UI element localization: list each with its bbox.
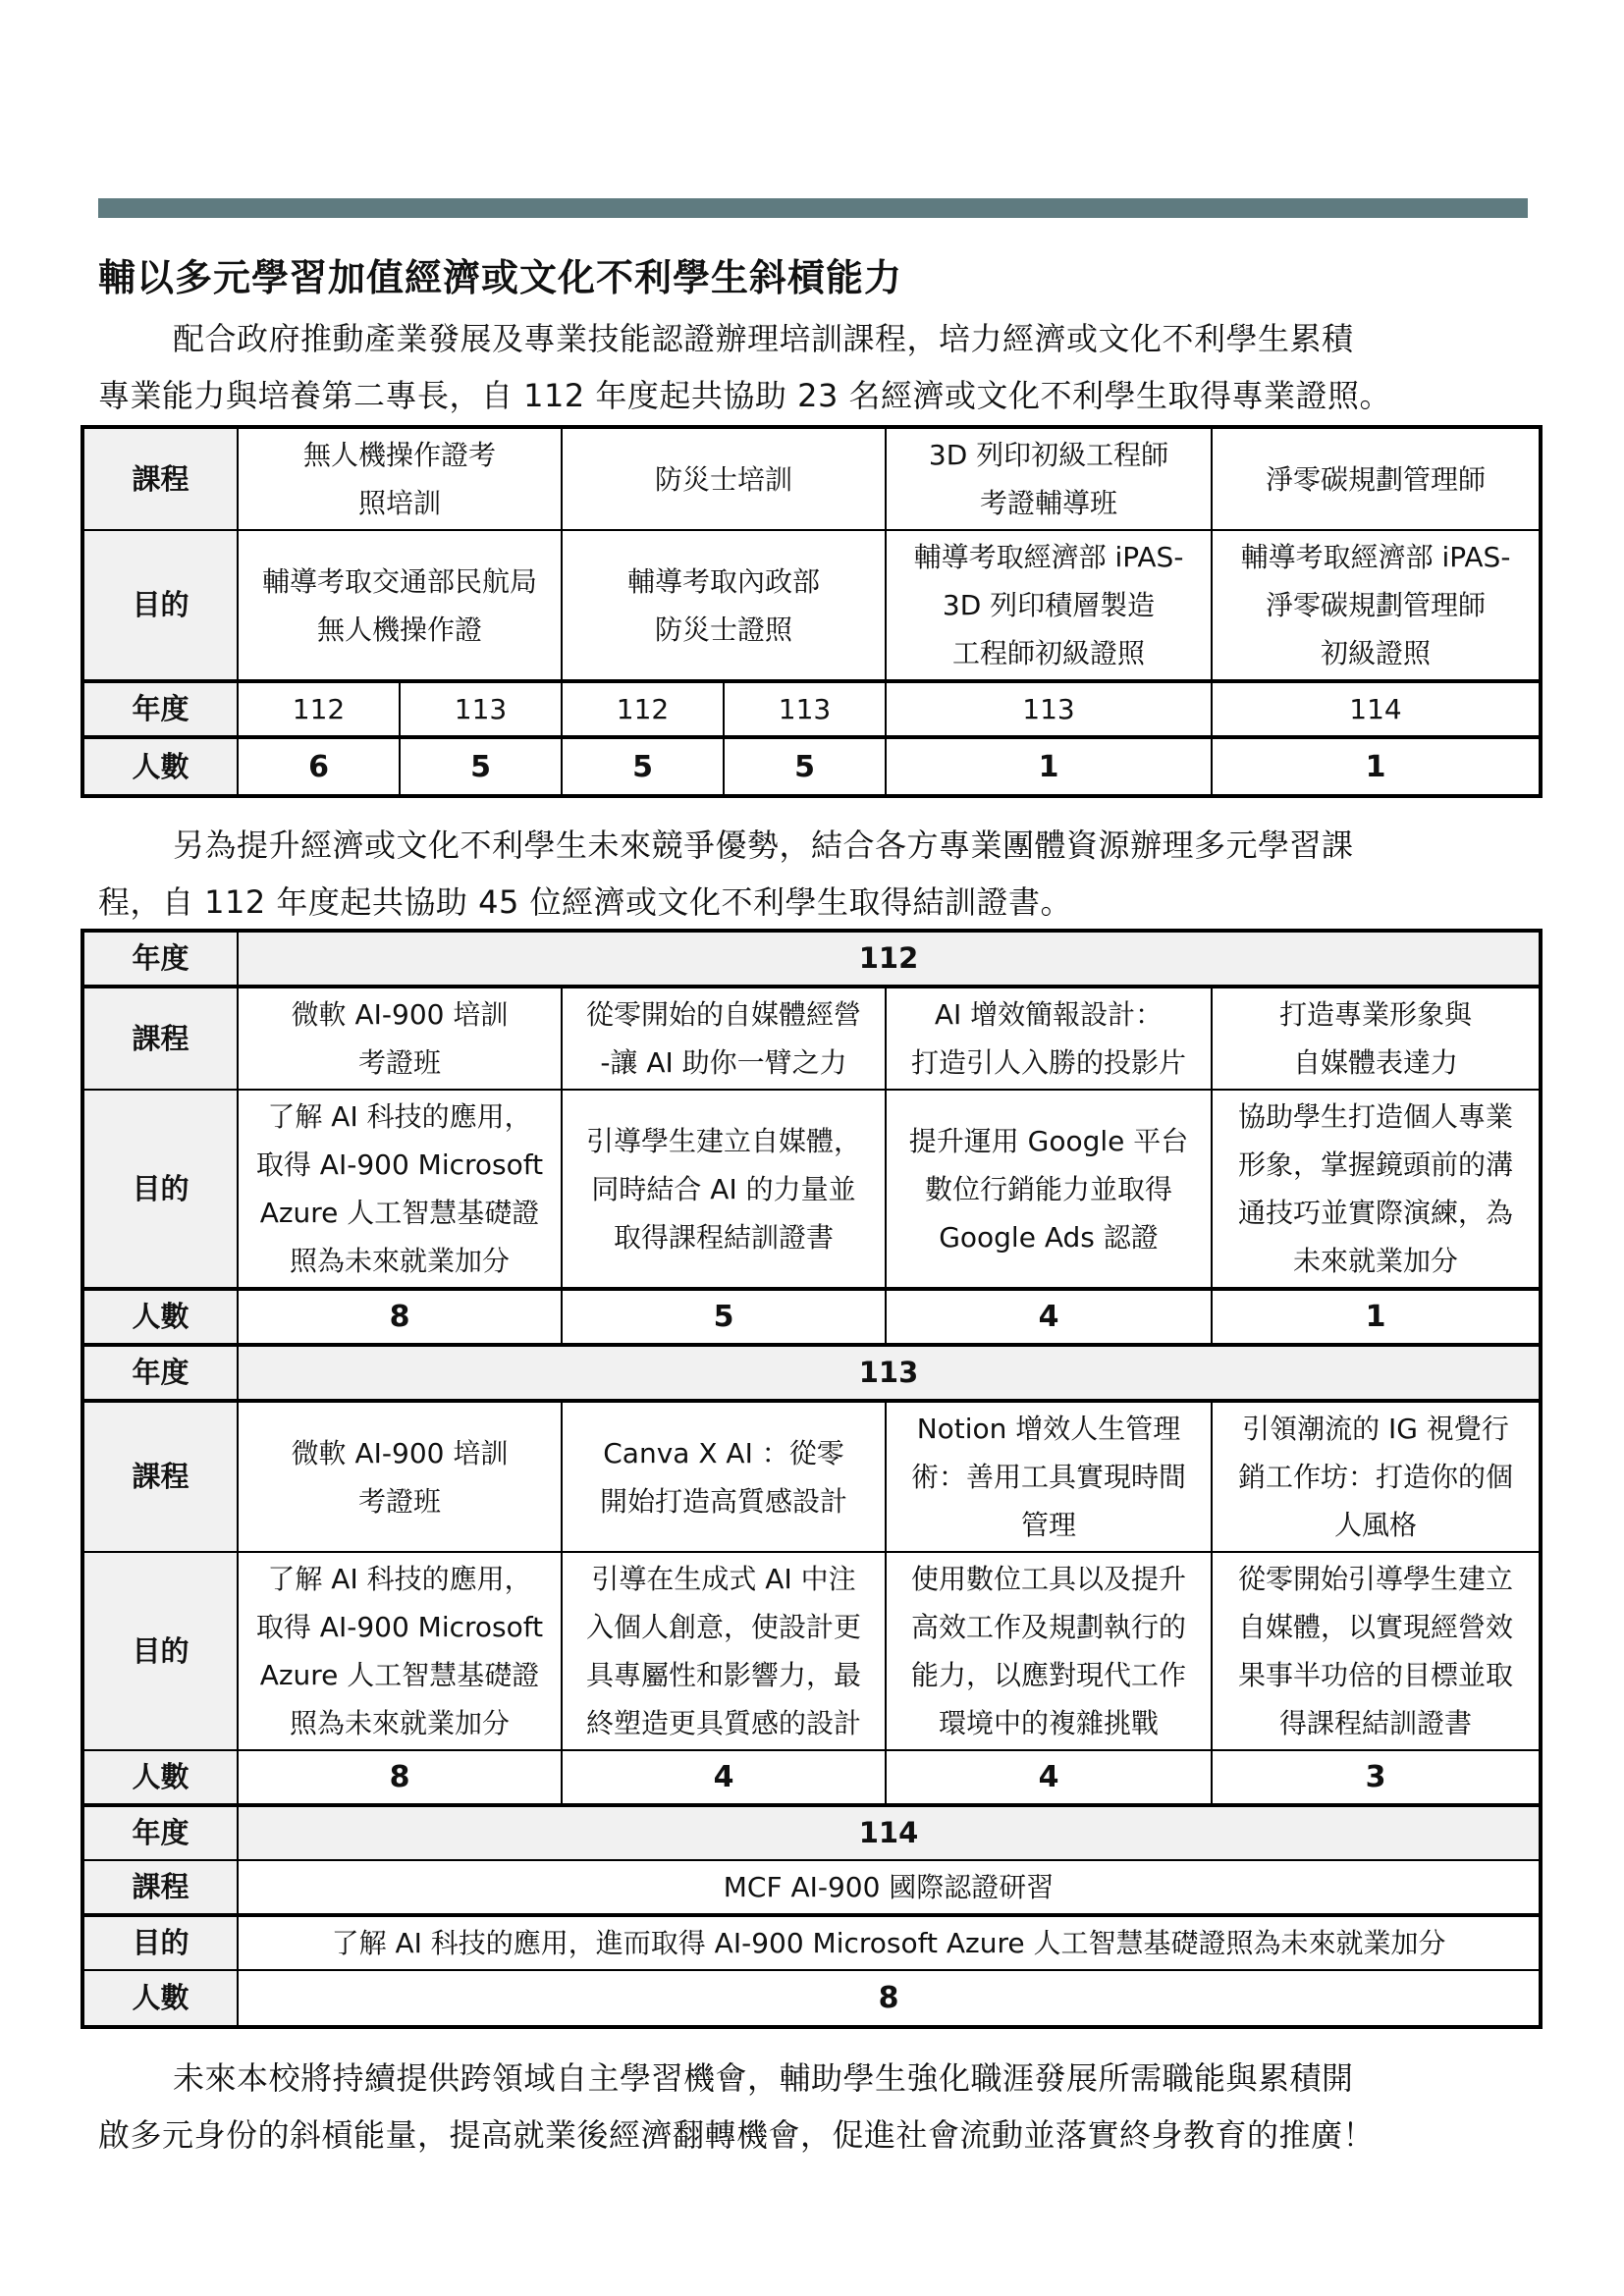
second-line-1: 另為提升經濟或文化不利學生未來競爭優勢，結合各方專業團體資源辦理多元學習課 <box>173 827 1354 864</box>
course-row-113 <box>82 1401 1541 1552</box>
count-cell: 6 <box>238 737 400 796</box>
count-row <box>82 737 1541 796</box>
year-114-cell: 114 <box>238 1805 1541 1860</box>
purpose-cell: 輔導考取交通部民航局 無人機操作證 <box>238 530 562 681</box>
course-cell: 淨零碳規劃管理師 <box>1212 427 1541 530</box>
year-cell: 113 <box>886 681 1212 737</box>
course-cell: 從零開始的自媒體經營 -讓 AI 助你一臂之力 <box>562 987 886 1090</box>
year-cell: 112 <box>562 681 724 737</box>
purpose-row-113 <box>82 1552 1541 1750</box>
count-cell: 1 <box>1212 737 1541 796</box>
certification-table <box>81 425 1543 798</box>
second-line-2: 程，自 112 年度起共協助 45 位經濟或文化不利學生取得結訓證書。 <box>98 883 1072 921</box>
row-label-course: 課程 <box>82 1401 238 1552</box>
count-cell: 1 <box>1212 1289 1541 1345</box>
row-label-count: 人數 <box>82 1289 238 1345</box>
row-label-year: 年度 <box>82 1805 238 1860</box>
row-label-purpose: 目的 <box>82 1915 238 1970</box>
row-label-course: 課程 <box>82 987 238 1090</box>
year-113-row <box>82 1345 1541 1401</box>
count-cell: 8 <box>238 1970 1541 2027</box>
course-cell: 3D 列印初級工程師 考證輔導班 <box>886 427 1212 530</box>
count-row-113 <box>82 1750 1541 1805</box>
count-row-112 <box>82 1289 1541 1345</box>
year-112-cell: 112 <box>238 931 1541 987</box>
course-cell: 微軟 AI-900 培訓 考證班 <box>238 987 562 1090</box>
year-cell: 113 <box>724 681 886 737</box>
purpose-cell: 使用數位工具以及提升 高效工作及規劃執行的 能力，以應對現代工作 環境中的複雜挑戰 <box>886 1552 1212 1750</box>
count-cell: 5 <box>562 737 724 796</box>
row-label-course: 課程 <box>82 1860 238 1915</box>
count-cell: 5 <box>400 737 562 796</box>
purpose-cell: 輔導考取內政部 防災士證照 <box>562 530 886 681</box>
row-label-course: 課程 <box>82 427 238 530</box>
course-row-114 <box>82 1860 1541 1915</box>
purpose-cell: 了解 AI 科技的應用， 取得 AI-900 Microsoft Azure 人工智慧基礎證 照為未來就業加分 <box>238 1090 562 1289</box>
course-cell: 無人機操作證考 照培訓 <box>238 427 562 530</box>
row-label-count: 人數 <box>82 1750 238 1805</box>
purpose-cell: 了解 AI 科技的應用，進而取得 AI-900 Microsoft Azure 人工智慧基礎證照為未來就業加分 <box>238 1915 1541 1970</box>
purpose-cell: 輔導考取經濟部 iPAS- 淨零碳規劃管理師 初級證照 <box>1212 530 1541 681</box>
row-label-count: 人數 <box>82 1970 238 2027</box>
course-cell: MCF AI-900 國際認證研習 <box>238 1860 1541 1915</box>
course-cell: 防災士培訓 <box>562 427 886 530</box>
training-table <box>81 929 1543 2029</box>
count-cell: 5 <box>562 1289 886 1345</box>
count-cell: 5 <box>724 737 886 796</box>
year-row <box>82 681 1541 737</box>
intro-line-2: 專業能力與培養第二專長，自 112 年度起共協助 23 名經濟或文化不利學生取得專業證照。 <box>98 377 1391 414</box>
course-row-112 <box>82 987 1541 1090</box>
course-cell: 微軟 AI-900 培訓 考證班 <box>238 1401 562 1552</box>
year-112-row <box>82 931 1541 987</box>
purpose-row <box>82 530 1541 681</box>
count-cell: 4 <box>562 1750 886 1805</box>
count-cell: 8 <box>238 1289 562 1345</box>
year-114-row <box>82 1805 1541 1860</box>
year-cell: 113 <box>400 681 562 737</box>
purpose-cell: 引導學生建立自媒體， 同時結合 AI 的力量並 取得課程結訓證書 <box>562 1090 886 1289</box>
course-cell: 引領潮流的 IG 視覺行 銷工作坊：打造你的個 人風格 <box>1212 1401 1541 1552</box>
row-label-year: 年度 <box>82 931 238 987</box>
purpose-cell: 了解 AI 科技的應用， 取得 AI-900 Microsoft Azure 人工智慧基礎證 照為未來就業加分 <box>238 1552 562 1750</box>
purpose-cell: 提升運用 Google 平台 數位行銷能力並取得 Google Ads 認證 <box>886 1090 1212 1289</box>
second-paragraph <box>98 817 1534 931</box>
course-row <box>82 427 1541 530</box>
count-row-114 <box>82 1970 1541 2027</box>
purpose-row-114 <box>82 1915 1541 1970</box>
count-cell: 4 <box>886 1750 1212 1805</box>
count-cell: 8 <box>238 1750 562 1805</box>
count-cell: 1 <box>886 737 1212 796</box>
row-label-year: 年度 <box>82 1345 238 1401</box>
purpose-cell: 從零開始引導學生建立 自媒體，以實現經營效 果事半功倍的目標並取 得課程結訓證書 <box>1212 1552 1541 1750</box>
course-cell: 打造專業形象與 自媒體表達力 <box>1212 987 1541 1090</box>
course-cell: AI 增效簡報設計： 打造引人入勝的投影片 <box>886 987 1212 1090</box>
year-cell: 114 <box>1212 681 1541 737</box>
purpose-cell: 輔導考取經濟部 iPAS- 3D 列印積層製造 工程師初級證照 <box>886 530 1212 681</box>
year-cell: 112 <box>238 681 400 737</box>
row-label-purpose: 目的 <box>82 1090 238 1289</box>
count-cell: 3 <box>1212 1750 1541 1805</box>
closing-line-2: 啟多元身份的斜槓能量，提高就業後經濟翻轉機會，促進社會流動並落實終身教育的推廣！ <box>98 2116 1376 2154</box>
purpose-cell: 協助學生打造個人專業 形象，掌握鏡頭前的溝 通技巧並實際演練，為 未來就業加分 <box>1212 1090 1541 1289</box>
year-113-cell: 113 <box>238 1345 1541 1401</box>
count-cell: 4 <box>886 1289 1212 1345</box>
course-cell: Notion 增效人生管理 術：善用工具實現時間 管理 <box>886 1401 1212 1552</box>
row-label-purpose: 目的 <box>82 1552 238 1750</box>
section-header-bar <box>98 198 1528 218</box>
page-title: 輔以多元學習加值經濟或文化不利學生斜槓能力 <box>98 256 903 299</box>
intro-paragraph <box>98 310 1534 424</box>
course-cell: Canva X AI ：從零 開始打造高質感設計 <box>562 1401 886 1552</box>
purpose-row-112 <box>82 1090 1541 1289</box>
closing-paragraph <box>98 2050 1534 2163</box>
row-label-year: 年度 <box>82 681 238 737</box>
purpose-cell: 引導在生成式 AI 中注 入個人創意，使設計更 具專屬性和影響力，最 終塑造更具質感的設計 <box>562 1552 886 1750</box>
row-label-count: 人數 <box>82 737 238 796</box>
row-label-purpose: 目的 <box>82 530 238 681</box>
closing-line-1: 未來本校將持續提供跨領域自主學習機會，輔助學生強化職涯發展所需職能與累積開 <box>173 2059 1354 2097</box>
intro-line-1: 配合政府推動產業發展及專業技能認證辦理培訓課程，培力經濟或文化不利學生累積 <box>173 320 1354 357</box>
